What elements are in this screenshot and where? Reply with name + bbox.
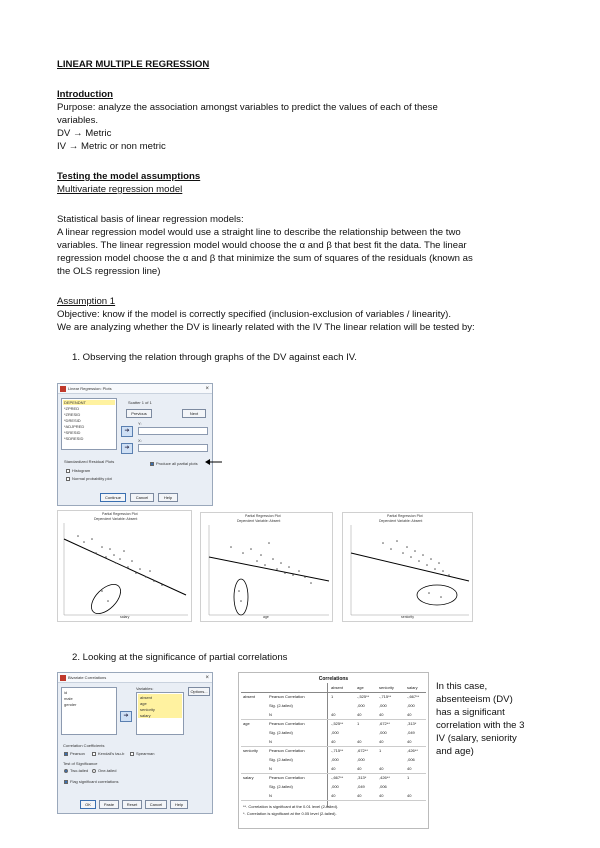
- checkbox-checked-icon: [150, 462, 154, 466]
- table-cell: 1: [357, 721, 360, 726]
- table-cell: ,000: [357, 757, 365, 762]
- y-field[interactable]: [138, 427, 208, 435]
- normal-plot-checkbox[interactable]: [66, 476, 112, 481]
- table-cell: ,426**: [379, 775, 390, 780]
- sidenote-line: correlation with the 3: [436, 720, 525, 731]
- table-cell: 40: [379, 712, 384, 717]
- row-divider: [241, 800, 426, 801]
- plot-points: [77, 535, 163, 602]
- move-to-y-button[interactable]: ➔: [121, 426, 133, 437]
- flag-label: Flag significant correlations: [70, 779, 119, 784]
- table-cell: ,049: [357, 784, 365, 789]
- var-item[interactable]: *ZPRED: [64, 406, 80, 411]
- var-item[interactable]: male: [64, 696, 73, 701]
- variable-list[interactable]: [61, 398, 117, 450]
- row-statistic: Pearson Correlation: [269, 775, 305, 780]
- std-plots-label: Standardized Residual Plots: [64, 459, 115, 464]
- table-cell: ,313*: [357, 775, 367, 780]
- para-line-1: A linear regression model would use a straight line to describe the relationship between the two: [57, 227, 461, 238]
- var-item[interactable]: DEPENDNT: [64, 400, 87, 405]
- var-item[interactable]: absent: [140, 695, 153, 700]
- plot-title: Partial Regression Plot: [102, 512, 138, 516]
- column-header: age: [357, 685, 364, 690]
- reset-button[interactable]: Reset: [122, 800, 142, 809]
- help-button[interactable]: Help: [158, 493, 178, 502]
- plot-svg: [201, 513, 334, 623]
- objective-line: Objective: know if the model is correctly specified (inclusion-exclusion of variables / linearity).: [57, 309, 452, 320]
- row-statistic: Pearson Correlation: [269, 748, 305, 753]
- close-icon[interactable]: ×: [205, 675, 209, 681]
- sidenote-line: absenteeism (DV): [436, 694, 513, 705]
- histogram-checkbox[interactable]: [66, 468, 90, 473]
- table-cell: -,715**: [379, 694, 392, 699]
- table-cell: ,672**: [357, 748, 368, 753]
- plot-xlabel: salary: [120, 615, 130, 619]
- para-line-4: the OLS regression line): [57, 266, 161, 277]
- checkbox-checked-icon: [64, 780, 68, 784]
- kendall-label: Kendall's tau-b: [98, 751, 125, 756]
- pearson-label: Pearson: [70, 751, 85, 756]
- radio-icon: [92, 769, 96, 773]
- table-cell: 40: [407, 793, 412, 798]
- plot-subtitle: Dependent Variable: Absent: [237, 519, 281, 523]
- var-item[interactable]: seniority: [140, 707, 155, 712]
- one-tailed-label: One-tailed: [98, 768, 117, 773]
- table-cell: 40: [331, 712, 336, 717]
- previous-button[interactable]: Previous: [126, 409, 152, 418]
- table-cell: ,313*: [407, 721, 417, 726]
- bivariate-correlations-dialog: [57, 672, 213, 814]
- row-statistic: Sig. (2-tailed): [269, 757, 293, 762]
- table-cell: -,715**: [331, 748, 344, 753]
- plot-points: [230, 542, 312, 602]
- normal-plot-label: Normal probability plot: [72, 476, 112, 481]
- sidenote-line: In this case,: [436, 681, 488, 692]
- table-cell: 40: [357, 793, 362, 798]
- dialog-titlebar: [58, 673, 212, 683]
- coefficients-label: Correlation Coefficients: [63, 743, 105, 748]
- column-header: absent: [331, 685, 344, 690]
- table-cell: ,049: [407, 730, 415, 735]
- spearman-checkbox[interactable]: [130, 751, 154, 756]
- table-note: **. Correlation is significant at the 0.01 level (2-tailed).: [243, 804, 339, 809]
- plot-title: Partial Regression Plot: [245, 514, 281, 518]
- table-cell: ,000: [331, 784, 339, 789]
- plot-svg: [58, 511, 193, 623]
- table-cell: ,006: [379, 784, 387, 789]
- row-statistic: Sig. (2-tailed): [269, 703, 293, 708]
- table-cell: 40: [379, 793, 384, 798]
- regression-plots-dialog: [57, 383, 213, 506]
- assumptions-subheading: Multivariate regression model: [57, 184, 183, 195]
- table-cell: 40: [357, 766, 362, 771]
- ok-button[interactable]: OK: [80, 800, 96, 809]
- table-cell: 1: [407, 775, 410, 780]
- partial-plots-label: Produce all partial plots: [156, 461, 198, 466]
- table-cell: 1: [379, 748, 382, 753]
- variables-label: Variables:: [136, 686, 154, 691]
- dialog-title: Linear Regression: Plots: [68, 386, 112, 391]
- options-button[interactable]: Options...: [188, 687, 210, 696]
- table-cell: 40: [331, 739, 336, 744]
- row-statistic: N: [269, 739, 272, 744]
- scatter-label: Scatter 1 of 1: [128, 400, 152, 405]
- intro-heading: Introduction: [57, 89, 113, 100]
- header-divider: [241, 692, 426, 693]
- row-variable: age: [243, 721, 250, 726]
- document-title: LINEAR MULTIPLE REGRESSION: [57, 59, 210, 70]
- table-cell: 40: [407, 766, 412, 771]
- dialog-titlebar: [58, 384, 212, 394]
- spss-icon: [60, 675, 66, 681]
- table-cell: -,525**: [331, 721, 344, 726]
- histogram-label: Histogram: [72, 468, 91, 473]
- move-to-x-button[interactable]: ➔: [121, 443, 133, 454]
- para-line-3: regression model choose the α and β that minimize the sum of squares of the residuals (known as: [57, 253, 473, 264]
- row-statistic: N: [269, 712, 272, 717]
- table-cell: 40: [407, 712, 412, 717]
- spearman-label: Spearman: [136, 751, 155, 756]
- next-button[interactable]: Next: [182, 409, 206, 418]
- column-header: salary: [407, 685, 418, 690]
- plot-points: [382, 540, 450, 598]
- test-sig-label: Test of Significance: [63, 761, 98, 766]
- move-variable-button[interactable]: ➔: [120, 711, 132, 722]
- pearson-checkbox[interactable]: [64, 751, 85, 756]
- checkbox-icon: [130, 752, 134, 756]
- var-item[interactable]: age: [140, 701, 147, 706]
- stat-basis-line: Statistical basis of linear regression models:: [57, 214, 244, 225]
- plot-svg: [343, 513, 474, 623]
- iv-line: IV → Metric or non metric: [57, 141, 166, 152]
- var-item[interactable]: *SRESID: [64, 430, 81, 435]
- close-icon[interactable]: ×: [205, 386, 209, 392]
- two-tailed-radio[interactable]: [64, 768, 88, 773]
- checkbox-checked-icon: [64, 752, 68, 756]
- table-cell: -,525**: [357, 694, 370, 699]
- available-variables-list[interactable]: [61, 687, 117, 735]
- para-line-2: variables. The linear regression model would choose the α and β that best fit the data. The linear: [57, 240, 467, 251]
- correlations-table: [238, 672, 429, 829]
- row-statistic: Sig. (2-tailed): [269, 730, 293, 735]
- row-variable: seniority: [243, 748, 258, 753]
- x-label: X:: [138, 438, 142, 443]
- sidenote-line: has a significant: [436, 707, 505, 718]
- partial-plot-salary: [57, 510, 192, 622]
- table-cell: 40: [357, 739, 362, 744]
- table-cell: ,000: [379, 730, 387, 735]
- table-cell: ,006: [407, 757, 415, 762]
- row-statistic: Sig. (2-tailed): [269, 784, 293, 789]
- kendall-checkbox[interactable]: [92, 751, 124, 756]
- purpose-line-2: variables.: [57, 115, 99, 126]
- column-header: seniority: [379, 685, 394, 690]
- row-divider: [241, 746, 426, 747]
- table-note: *. Correlation is significant at the 0.05 level (2-tailed).: [243, 811, 337, 816]
- one-tailed-radio[interactable]: [92, 768, 116, 773]
- row-statistic: Pearson Correlation: [269, 694, 305, 699]
- table-cell: ,000: [407, 703, 415, 708]
- list-item-2: 2. Looking at the significance of partial correlations: [72, 652, 288, 663]
- var-item[interactable]: *SDRESID: [64, 436, 84, 441]
- table-cell: ,000: [331, 757, 339, 762]
- y-label: Y:: [138, 421, 142, 426]
- plot-subtitle: Dependent Variable: Absent: [94, 517, 138, 521]
- table-cell: 1: [331, 694, 334, 699]
- var-item[interactable]: *ADJPRED: [64, 424, 85, 429]
- partial-plot-seniority: [342, 512, 473, 622]
- flag-checkbox[interactable]: [64, 779, 118, 784]
- table-cell: -,667**: [407, 694, 420, 699]
- x-field[interactable]: [138, 444, 208, 452]
- annotation-arrow-icon: [205, 458, 223, 466]
- help-button[interactable]: Help: [170, 800, 188, 809]
- var-item[interactable]: gender: [64, 702, 77, 707]
- var-item[interactable]: salary: [140, 713, 151, 718]
- table-cell: 40: [379, 766, 384, 771]
- table-cell: 40: [357, 712, 362, 717]
- assumption1-heading: Assumption 1: [57, 296, 116, 307]
- analyzing-line: We are analyzing whether the DV is linearly related with the IV The linear relation will be tested by:: [57, 322, 475, 333]
- cancel-button[interactable]: Cancel: [145, 800, 167, 809]
- partial-plot-age: [200, 512, 333, 622]
- table-title: Correlations: [318, 676, 349, 682]
- row-divider: [241, 773, 426, 774]
- cancel-button[interactable]: Cancel: [130, 493, 154, 502]
- plot-xlabel: seniority: [401, 615, 415, 619]
- dialog-title: Bivariate Correlations: [68, 675, 107, 680]
- selected-variables-list[interactable]: [136, 692, 184, 735]
- row-statistic: N: [269, 793, 272, 798]
- row-variable: salary: [243, 775, 254, 780]
- dv-line: DV → Metric: [57, 128, 112, 139]
- sidenote-line: IV (salary, seniority: [436, 733, 517, 744]
- table-cell: ,000: [357, 703, 365, 708]
- var-item[interactable]: id: [64, 690, 68, 695]
- row-divider: [241, 719, 426, 720]
- two-tailed-label: Two-tailed: [70, 768, 89, 773]
- table-cell: -,667**: [331, 775, 344, 780]
- table-cell: 40: [331, 766, 336, 771]
- var-item[interactable]: *DRESID: [64, 418, 81, 423]
- var-item[interactable]: *ZRESID: [64, 412, 81, 417]
- plot-title: Partial Regression Plot: [387, 514, 423, 518]
- partial-plots-checkbox[interactable]: [150, 461, 198, 466]
- row-statistic: N: [269, 766, 272, 771]
- radio-selected-icon: [64, 769, 68, 773]
- table-cell: ,000: [331, 730, 339, 735]
- continue-button[interactable]: Continue: [100, 493, 126, 502]
- table-cell: ,672**: [379, 721, 390, 726]
- checkbox-icon: [92, 752, 96, 756]
- column-divider: [327, 683, 328, 807]
- table-cell: 40: [379, 739, 384, 744]
- table-cell: ,000: [379, 703, 387, 708]
- checkbox-icon: [66, 469, 70, 473]
- row-variable: absent: [243, 694, 256, 699]
- purpose-line-1: Purpose: analyze the association amongst variables to predict the values of each of these: [57, 102, 438, 113]
- plot-subtitle: Dependent Variable: Absent: [379, 519, 423, 523]
- table-cell: 40: [407, 739, 412, 744]
- plot-xlabel: age: [263, 615, 269, 619]
- table-cell: 40: [331, 793, 336, 798]
- assumptions-heading: Testing the model assumptions: [57, 171, 201, 182]
- row-statistic: Pearson Correlation: [269, 721, 305, 726]
- table-cell: ,426**: [407, 748, 418, 753]
- paste-button[interactable]: Paste: [99, 800, 119, 809]
- checkbox-icon: [66, 477, 70, 481]
- list-item-1: 1. Observing the relation through graphs of the DV against each IV.: [72, 352, 357, 363]
- spss-icon: [60, 386, 66, 392]
- sidenote-line: and age): [436, 746, 474, 757]
